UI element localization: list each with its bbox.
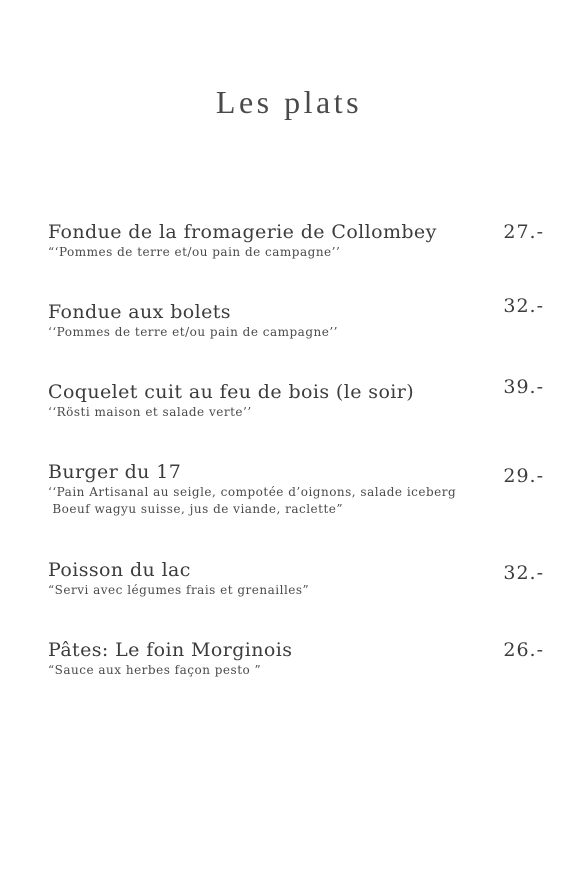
menu-item (48, 380, 548, 421)
dish-name: Pâtes: Le foin Morginois (48, 639, 293, 661)
dish-description: ‘‘Pommes de terre et/ou pain de campagne’’ (48, 325, 338, 339)
menu-title: Les plats (215, 84, 363, 120)
dish-name: Fondue aux bolets (48, 301, 231, 323)
dish-price: 32.- (503, 562, 544, 584)
menu-item (48, 300, 548, 341)
menu-item (48, 558, 548, 599)
menu-item (48, 220, 548, 261)
dish-description: “Servi avec légumes frais et grenailles” (48, 583, 310, 597)
dish-price: 27.- (503, 221, 544, 243)
dish-name: Poisson du lac (48, 559, 191, 581)
dish-description: ‘‘Rösti maison et salade verte’’ (48, 405, 252, 419)
dish-price: 29.- (503, 465, 544, 487)
menu-item (48, 638, 548, 679)
dish-name: Burger du 17 (48, 461, 182, 483)
dish-name: Coquelet cuit au feu de bois (le soir) (48, 381, 415, 403)
dish-price: 32.- (503, 295, 544, 317)
dish-price: 26.- (503, 639, 544, 661)
dish-description: ‘‘Pain Artisanal au seigle, compotée d’oignons, salade iceberg Boeuf wagyu suisse, jus de viande, raclette” (48, 485, 457, 516)
dish-description: “Sauce aux herbes façon pesto ” (48, 663, 262, 677)
dish-description: “‘Pommes de terre et/ou pain de campagne’’ (48, 245, 341, 259)
dish-price: 39.- (503, 376, 544, 398)
menu-item (48, 460, 548, 518)
dish-name: Fondue de la fromagerie de Collombey (48, 221, 437, 243)
